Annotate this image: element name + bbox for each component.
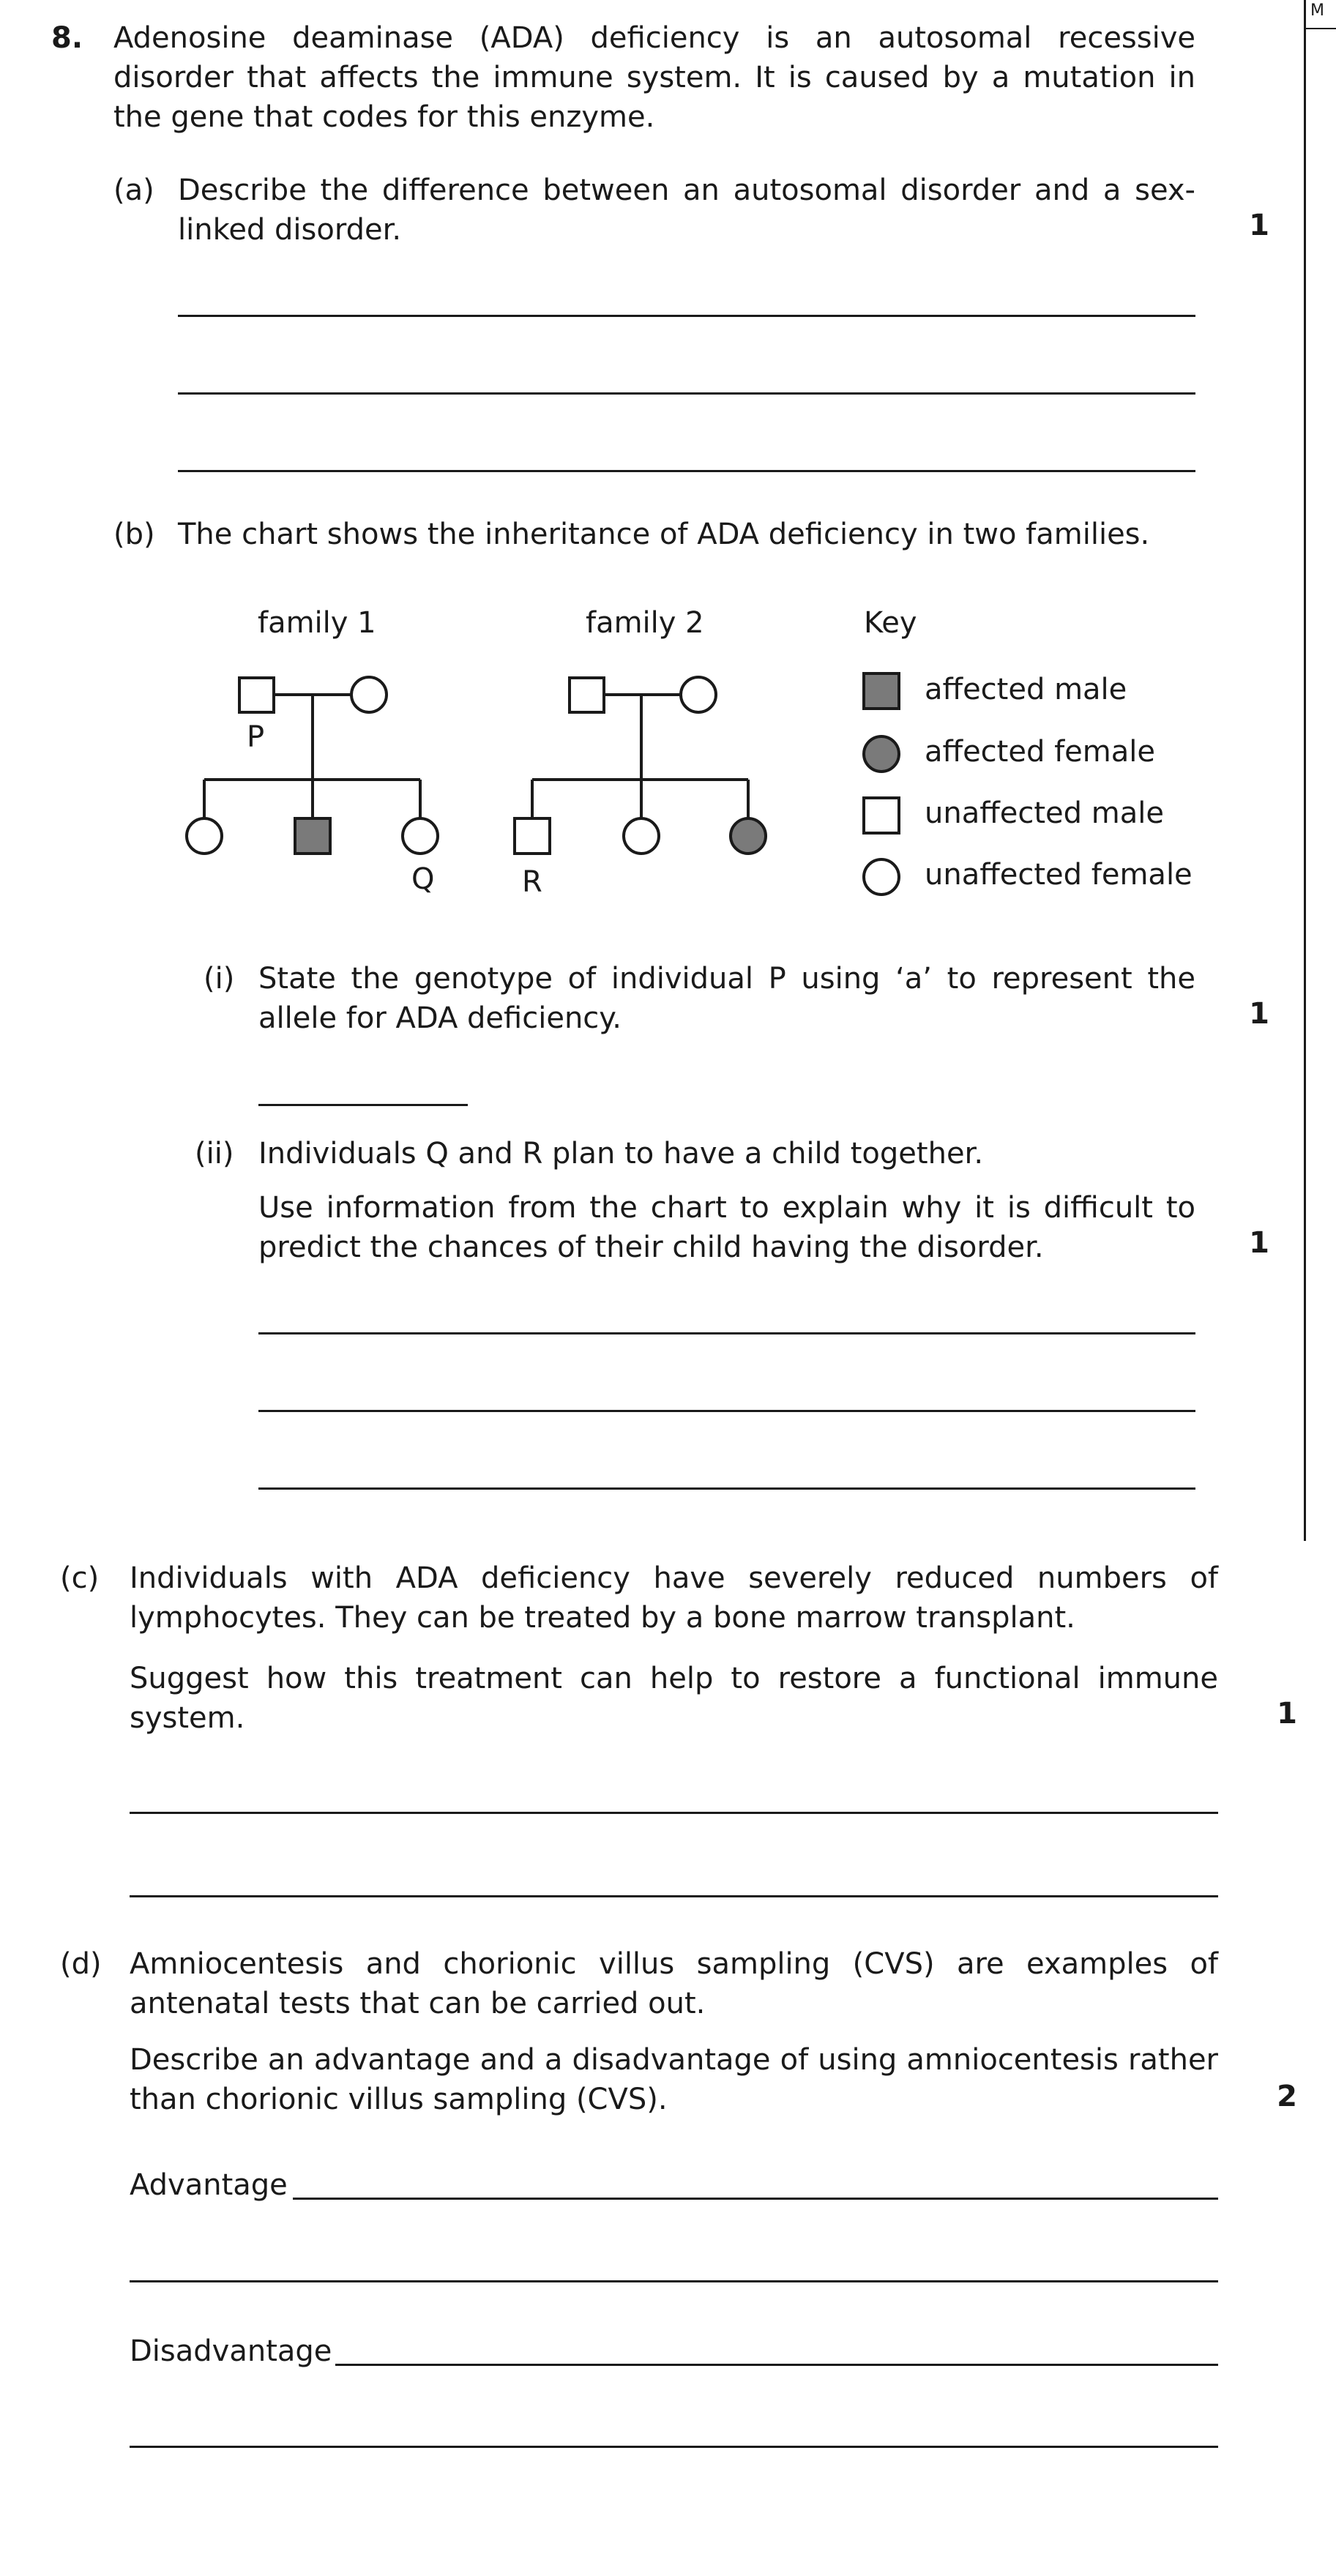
part-b-text: The chart shows the inheritance of ADA deficiency in two families. bbox=[178, 518, 1150, 551]
key-affected-female-symbol bbox=[864, 736, 899, 772]
key-label-unaffected-male: unaffected male bbox=[925, 796, 1164, 830]
part-b-ii-marks: 1 bbox=[1249, 1226, 1269, 1260]
unaffected-female-mother bbox=[351, 677, 387, 712]
disadvantage-label: Disadvantage bbox=[130, 2334, 332, 2368]
part-b-i-marks: 1 bbox=[1249, 997, 1269, 1031]
advantage-answer-line[interactable] bbox=[293, 2198, 1218, 2200]
key-title: Key bbox=[864, 606, 917, 640]
key-affected-male-symbol bbox=[864, 673, 899, 709]
part-a-label: (a) bbox=[113, 173, 154, 207]
part-c-text-2: Suggest how this treatment can help to restore a functional immune system. bbox=[130, 1662, 1218, 1735]
unaffected-female-q bbox=[403, 818, 438, 854]
affected-male-child bbox=[295, 818, 330, 854]
unaffected-female-child bbox=[187, 818, 222, 854]
label-q: Q bbox=[411, 862, 435, 896]
part-d-label: (d) bbox=[60, 1947, 102, 1981]
unaffected-male-father-p bbox=[239, 678, 274, 712]
key-unaffected-female-symbol bbox=[864, 859, 899, 895]
advantage-label: Advantage bbox=[130, 2168, 288, 2202]
answer-line[interactable] bbox=[258, 1104, 468, 1106]
label-p: P bbox=[247, 720, 265, 754]
part-b-ii-text-1: Individuals Q and R plan to have a child together. bbox=[258, 1137, 984, 1171]
disadvantage-answer-line[interactable] bbox=[335, 2364, 1218, 2366]
part-c-label: (c) bbox=[60, 1561, 100, 1595]
key-label-affected-male: affected male bbox=[925, 673, 1127, 706]
unaffected-female-child bbox=[624, 818, 659, 854]
part-c-marks: 1 bbox=[1277, 1697, 1297, 1731]
part-a-text: Describe the difference between an autosomal disorder and a sex-linked disorder. bbox=[178, 173, 1195, 247]
question-intro: Adenosine deaminase (ADA) deficiency is an autosomal recessive disorder that affects the immune system. It is caused by a mutation in the gene that codes for this enzyme. bbox=[113, 21, 1195, 134]
affected-female-child bbox=[731, 818, 766, 854]
part-d-text-1: Amniocentesis and chorionic villus sampling (CVS) are examples of antenatal tests that can be carried out. bbox=[130, 1947, 1218, 2020]
answer-line[interactable] bbox=[130, 1895, 1218, 1897]
answer-line[interactable] bbox=[258, 1487, 1195, 1490]
answer-line[interactable] bbox=[258, 1332, 1195, 1334]
part-b-ii-text-2: Use information from the chart to explain why it is difficult to predict the chances of their child having the disorder. bbox=[258, 1191, 1195, 1264]
key-label-unaffected-female: unaffected female bbox=[925, 858, 1193, 892]
key-unaffected-male-symbol bbox=[864, 798, 899, 833]
family-1-title: family 1 bbox=[258, 606, 376, 640]
key-label-affected-female: affected female bbox=[925, 735, 1155, 769]
question-number: 8. bbox=[51, 21, 83, 55]
unaffected-male-r bbox=[515, 818, 550, 854]
answer-line[interactable] bbox=[130, 1812, 1218, 1814]
answer-line[interactable] bbox=[258, 1410, 1195, 1412]
unaffected-female-mother bbox=[681, 677, 716, 712]
part-b-i-text: State the genotype of individual P using ‘a’ to represent the allele for ADA deficiency. bbox=[258, 962, 1195, 1035]
family-2-title: family 2 bbox=[586, 606, 704, 640]
margin-label: M bbox=[1310, 1, 1324, 20]
answer-line[interactable] bbox=[130, 2280, 1218, 2282]
part-d-marks: 2 bbox=[1277, 2080, 1297, 2113]
answer-line[interactable] bbox=[130, 2446, 1218, 2448]
part-d-text-2: Describe an advantage and a disadvantage of using amniocentesis rather than chorionic villus sampling (CVS). bbox=[130, 2043, 1218, 2116]
part-b-ii-label: (ii) bbox=[195, 1137, 234, 1171]
unaffected-male-father bbox=[570, 678, 604, 712]
part-b-i-label: (i) bbox=[204, 962, 235, 996]
part-c-text-1: Individuals with ADA deficiency have severely reduced numbers of lymphocytes. They can be treated by a bone marrow transplant. bbox=[130, 1561, 1218, 1635]
part-a-marks: 1 bbox=[1249, 209, 1269, 242]
part-b-label: (b) bbox=[113, 518, 155, 551]
label-r: R bbox=[522, 865, 542, 899]
